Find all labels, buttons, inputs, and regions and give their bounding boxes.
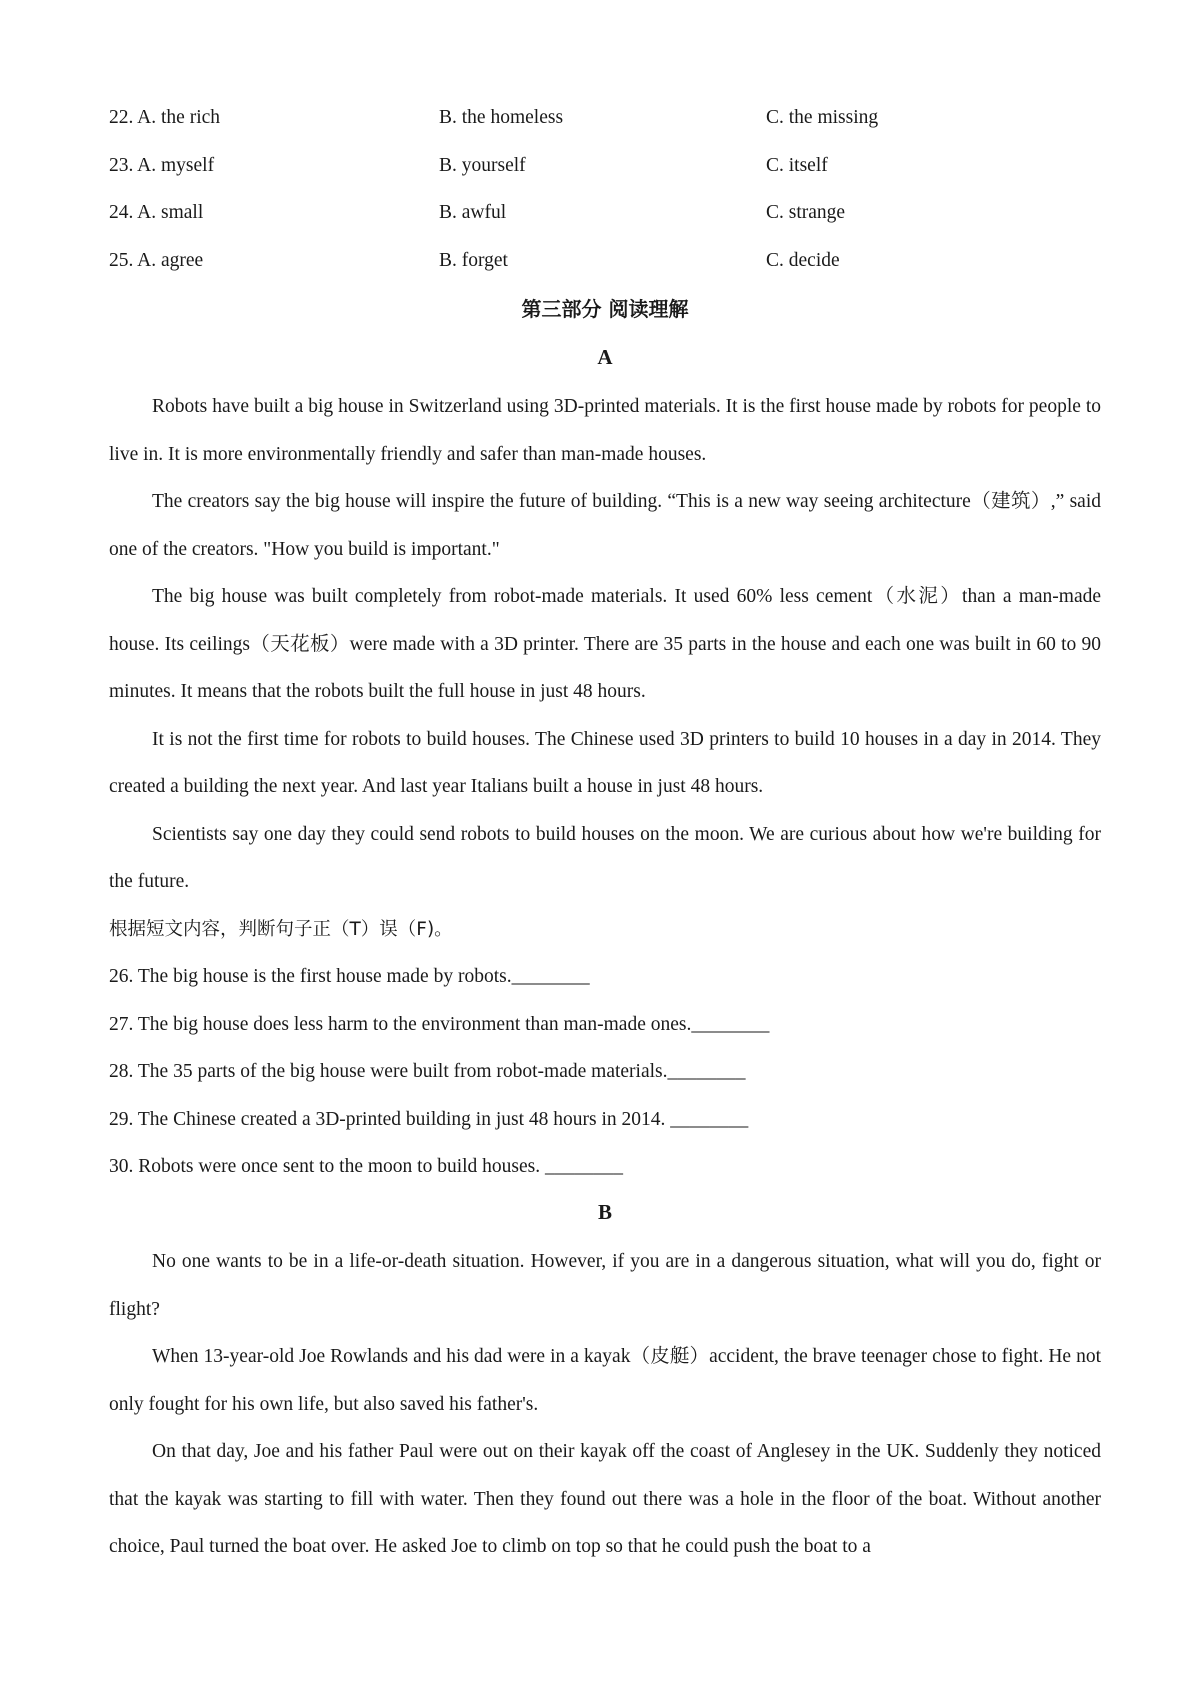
option-a: 25. A. agree (109, 249, 204, 271)
passage-b-paragraph-1: No one wants to be in a life-or-death situation. However, if you are in a dangerous situation, what will you do, fight or flight? (109, 1251, 1101, 1320)
option-c: C. itself (766, 154, 828, 176)
passage-a-paragraph-5: Scientists say one day they could send robots to build houses on the moon. We are curious about how we're building for the future. (109, 823, 1101, 892)
option-a: 24. A. small (109, 202, 204, 223)
passage-b-heading: B (597, 1199, 612, 1224)
options-row-22 (109, 98, 1101, 146)
passage-a-paragraph-1: Robots have built a big house in Switzerland using 3D-printed materials. It is the first house made by robots for people to live in. It is more environmentally friendly and safer than man-made houses. (109, 396, 1101, 465)
option-b: B. the homeless (439, 107, 564, 128)
options-row-23 (109, 146, 1101, 194)
instruction-text: 根据短文内容，判断句子正（T）误（F)。 (109, 918, 453, 940)
question-26: 26. The big house is the first house made by robots.________ (109, 966, 590, 987)
passage-b-paragraph-3: On that day, Joe and his father Paul were out on their kayak off the coast of Anglesey in the UK. Suddenly they noticed that the kayak was starting to fill with water. Then they found out there was a hole in the floor of the boat. Without another choice, Paul turned the boat over. He asked Joe to climb on top so that he could push the boat to a (109, 1441, 1101, 1557)
question-28: 28. The 35 parts of the big house were built from robot-made materials.________ (109, 1061, 746, 1082)
document-page (109, 98, 1101, 1571)
option-b: B. forget (439, 249, 508, 271)
option-a: 23. A. myself (109, 154, 215, 176)
passage-a-paragraph-3: The big house was built completely from robot-made materials. It used 60% less cement（水泥）than a man-made house. Its ceilings（天花板）were made with a 3D printer. There are 35 parts in the house and each one was built in 60 to 90 minutes. It means that the robots built the full house in just 48 hours. (109, 586, 1101, 702)
question-29: 29. The Chinese created a 3D-printed building in just 48 hours in 2014. ________ (109, 1108, 749, 1130)
options-row-25 (109, 241, 1101, 289)
options-row-24 (109, 193, 1101, 241)
question-30: 30. Robots were once sent to the moon to build houses. ________ (109, 1156, 623, 1177)
passage-b-paragraph-2: When 13-year-old Joe Rowlands and his dad were in a kayak（皮艇）accident, the brave teenager chose to fight. He not only fought for his own life, but also saved his father's. (109, 1346, 1101, 1415)
option-a: 22. A. the rich (109, 107, 221, 128)
option-b: B. yourself (439, 154, 526, 176)
option-c: C. decide (766, 249, 840, 271)
option-c: C. the missing (766, 107, 879, 128)
passage-a-heading: A (597, 344, 613, 369)
section-title: 第三部分 阅读理解 (521, 297, 689, 321)
option-b: B. awful (439, 202, 507, 223)
question-27: 27. The big house does less harm to the environment than man-made ones.________ (109, 1013, 770, 1035)
passage-a-paragraph-2: The creators say the big house will inspire the future of building. “This is a new way seeing architecture（建筑）,” said one of the creators. "How you build is important." (109, 491, 1101, 560)
option-c: C. strange (766, 202, 846, 223)
passage-a-paragraph-4: It is not the first time for robots to build houses. The Chinese used 3D printers to build 10 houses in a day in 2014. They created a building the next year. And last year Italians built a house in just 48 hours. (109, 728, 1101, 797)
